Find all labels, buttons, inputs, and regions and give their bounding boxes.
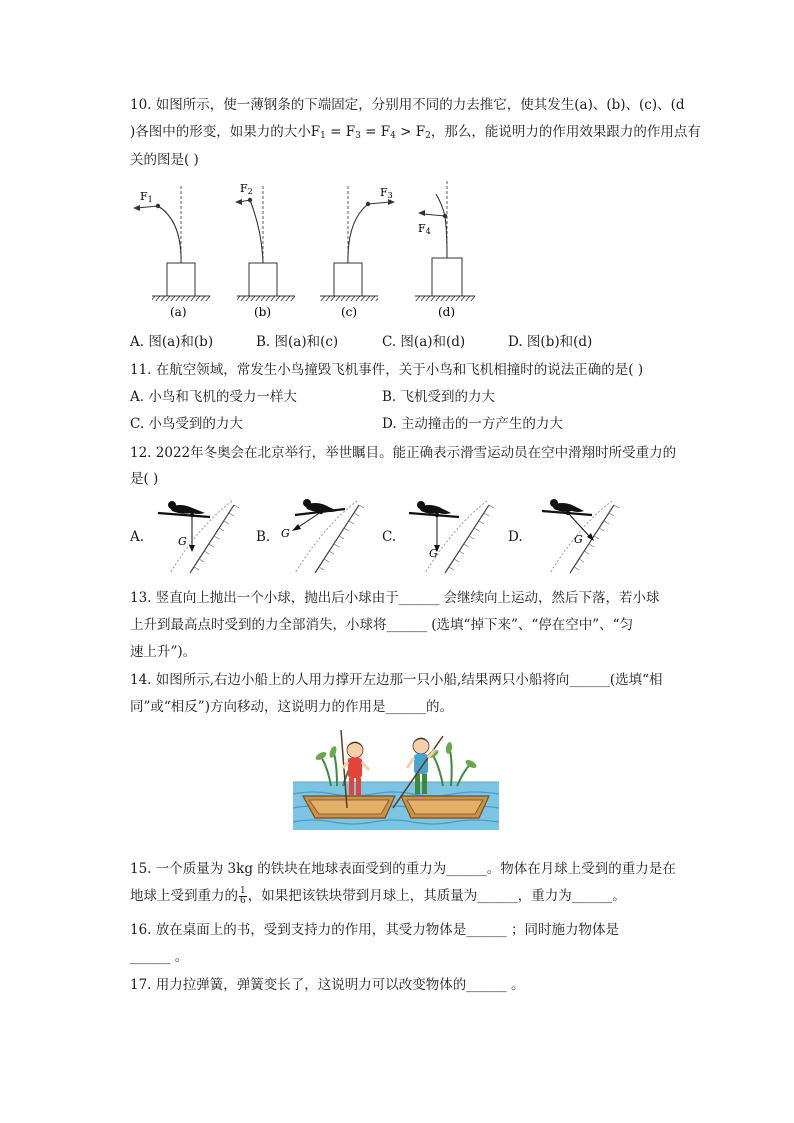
q15-line1: 15. 一个质量为 3kg 的铁块在地球表面受到的重力为______。物体在月球上受到的重力是在 — [130, 861, 676, 877]
q17-line1: 17. 用力拉弹簧，弹簧变长了，这说明力可以改变物体的______ 。 — [130, 977, 525, 993]
q10-sub2: 2 — [425, 131, 431, 141]
q16-line1: 16. 放在桌面上的书，受到支持力的作用，其受力物体是______ ；同时施力物体是 — [130, 922, 620, 938]
q11-option-b: B. 飞机受到的力大 — [382, 389, 496, 405]
q12-label-d: D. — [508, 529, 523, 545]
q10-sub4: 4 — [390, 131, 396, 141]
q12-g-c: G — [429, 547, 438, 560]
q10-option-c: C. 图(a)和(d) — [382, 334, 466, 350]
q12-g-b: G — [281, 527, 290, 540]
q12-figure-c — [405, 495, 500, 575]
q11-option-d: D. 主动撞击的一方产生的力大 — [382, 416, 563, 432]
label-f1: F1 — [140, 190, 153, 204]
q10-line3: 关的图是( ) — [130, 152, 199, 168]
q10-sub3: 3 — [355, 131, 361, 141]
label-f4: F4 — [418, 222, 431, 236]
q10-figure — [130, 176, 500, 326]
q15-fraction — [239, 887, 247, 906]
q12-figure-d — [530, 495, 625, 575]
q11-option-a: A. 小鸟和飞机的受力一样大 — [130, 389, 297, 405]
figure-a — [133, 186, 210, 319]
caption-b: (b) — [254, 305, 272, 319]
q13-line1: 13. 竖直向上抛出一个小球，抛出后小球由于______ 会继续向上运动，然后下落，若小球 — [130, 590, 660, 606]
q10-line2 — [130, 122, 701, 146]
q15-line2-post: ，如果把该铁块带到月球上，其质量为______，重力为______。 — [247, 888, 626, 904]
q11-option-c: C. 小鸟受到的力大 — [130, 416, 243, 432]
q12-label-c: C. — [382, 529, 397, 545]
q15-frac-den: 6 — [240, 896, 246, 906]
q10-option-b: B. 图(a)和(c) — [256, 334, 339, 350]
q12-g-d: G — [574, 533, 583, 546]
q10-option-d: D. 图(b)和(d) — [508, 334, 593, 350]
q12-label-a: A. — [130, 529, 145, 545]
q14-boats-illustration — [293, 724, 499, 830]
q14-line2: 同”或“相反”)方向移动，这说明力的作用是______的。 — [130, 699, 453, 715]
q13-line3: 速上升”)。 — [130, 644, 197, 660]
q12-g-a: G — [178, 535, 187, 548]
figure-c — [320, 186, 395, 319]
q10-line1: 10. 如图所示，使一薄钢条的下端固定，分别用不同的力去推它，使其发生(a)、(b)、(c)、(d — [130, 97, 685, 113]
figure-b — [235, 182, 295, 319]
label-f3: F3 — [380, 186, 393, 200]
q14-line1: 14. 如图所示,右边小船上的人用力撑开左边那一只小船,结果两只小船将向______(选填“相 — [130, 672, 663, 688]
q15-line2 — [130, 886, 626, 906]
q16-line2: ______ 。 — [130, 949, 189, 965]
caption-d: (d) — [438, 305, 456, 319]
q10-sub1: 1 — [320, 131, 326, 141]
q10-eq2: = F — [360, 124, 391, 140]
caption-a: (a) — [170, 305, 187, 319]
q10-eq1: = F — [325, 124, 356, 140]
q15-line2-pre: 地球上受到重力的 — [130, 888, 238, 904]
q11-stem: 11. 在航空领域，常发生小鸟撞毁飞机事件，关于小鸟和飞机相撞时的说法正确的是( ) — [130, 362, 644, 378]
q10-gt: > F — [395, 124, 426, 140]
q13-line2: 上升到最高点时受到的力全部消失，小球将______ (选填“掉下来”、“停在空中”、“匀 — [130, 617, 634, 633]
q10-option-a: A. 图(a)和(b) — [130, 334, 214, 350]
q10-line2-pre: )各图中的形变，如果力的大小F — [130, 124, 321, 140]
q12-figure-a — [150, 495, 245, 575]
q12-line1: 12. 2022年冬奥会在北京举行，举世瞩目。能正确表示滑雪运动员在空中滑翔时所受重力的 — [130, 445, 677, 461]
label-f2: F2 — [240, 182, 253, 196]
q12-label-b: B. — [256, 529, 271, 545]
q12-line2: 是( ) — [130, 471, 159, 487]
q12-figure-b — [275, 495, 370, 575]
q15-frac-num: 1 — [240, 886, 246, 896]
caption-c: (c) — [341, 305, 358, 319]
figure-d — [415, 181, 475, 319]
q10-line2-post: ，那么，能说明力的作用效果跟力的作用点有 — [430, 124, 701, 140]
